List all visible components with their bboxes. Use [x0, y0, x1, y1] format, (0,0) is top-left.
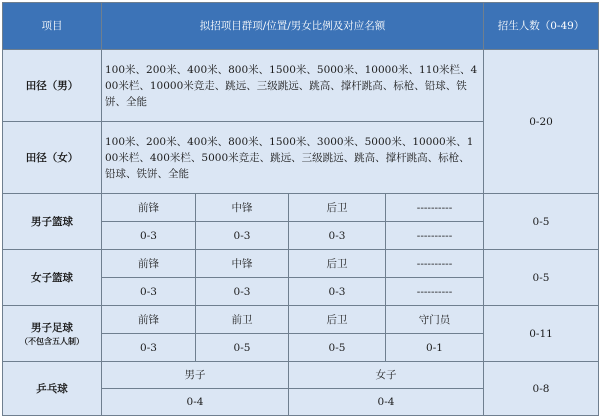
admission-table-container — [2, 2, 598, 407]
count-cell: 0-4 — [289, 389, 484, 416]
basketball-female-positions-row — [3, 250, 599, 278]
basketball-male-label: 男子篮球 — [3, 194, 102, 250]
position-cell: ---------- — [386, 250, 484, 278]
basketball-female-quota: 0-5 — [484, 250, 599, 306]
count-cell: 0-3 — [102, 222, 196, 250]
group-cell: 男子 — [102, 362, 289, 389]
table-tennis-quota: 0-8 — [484, 362, 599, 416]
position-cell: 前锋 — [102, 250, 196, 278]
football-male-note: （不包含五人制） — [20, 336, 84, 346]
count-cell: 0-3 — [289, 278, 386, 306]
track-male-events: 100米、200米、400米、800米、1500米、5000米、10000米、110米栏、400米栏、10000米竞走、跳远、三级跳远、跳高、撑杆跳高、标枪、铅球、铁饼、全能 — [102, 50, 484, 122]
football-male-label-cell — [3, 306, 102, 362]
position-cell: 后卫 — [289, 194, 386, 222]
count-cell: 0-1 — [386, 334, 484, 362]
position-cell: 守门员 — [386, 306, 484, 334]
header-items: 拟招项目群项/位置/男女比例及对应名额 — [102, 3, 484, 50]
basketball-female-label: 女子篮球 — [3, 250, 102, 306]
position-cell: 前卫 — [196, 306, 289, 334]
admission-table — [2, 2, 599, 416]
count-cell: 0-5 — [196, 334, 289, 362]
table-tennis-groups-row — [3, 362, 599, 389]
count-cell: 0-3 — [102, 334, 196, 362]
track-female-label: 田径（女） — [3, 122, 102, 194]
count-cell: 0-3 — [196, 278, 289, 306]
track-quota: 0-20 — [484, 50, 599, 194]
position-cell: 前锋 — [102, 306, 196, 334]
count-cell: 0-3 — [289, 222, 386, 250]
count-cell: 0-3 — [196, 222, 289, 250]
position-cell: ---------- — [386, 194, 484, 222]
group-cell: 女子 — [289, 362, 484, 389]
track-female-events: 100米、200米、400米、800米、1500米、3000米、5000米、10000米、100米栏、400米栏、5000米竞走、跳远、三级跳远、跳高、撑杆跳高、标枪、铅球、铁饼、全能 — [102, 122, 484, 194]
football-male-positions-row — [3, 306, 599, 334]
position-cell: 中锋 — [196, 194, 289, 222]
header-quota: 招生人数（0-49） — [484, 3, 599, 50]
position-cell: 后卫 — [289, 250, 386, 278]
position-cell: 中锋 — [196, 250, 289, 278]
count-cell: ---------- — [386, 278, 484, 306]
header-row — [3, 3, 599, 50]
football-male-label: 男子足球 — [31, 322, 73, 334]
count-cell: 0-4 — [102, 389, 289, 416]
header-project: 项目 — [3, 3, 102, 50]
count-cell: 0-5 — [289, 334, 386, 362]
table-tennis-label: 乒乓球 — [3, 362, 102, 416]
football-male-quota: 0-11 — [484, 306, 599, 362]
position-cell: 后卫 — [289, 306, 386, 334]
count-cell: 0-3 — [102, 278, 196, 306]
track-male-row — [3, 50, 599, 122]
basketball-male-positions-row — [3, 194, 599, 222]
track-male-label: 田径（男） — [3, 50, 102, 122]
count-cell: ---------- — [386, 222, 484, 250]
position-cell: 前锋 — [102, 194, 196, 222]
basketball-male-quota: 0-5 — [484, 194, 599, 250]
